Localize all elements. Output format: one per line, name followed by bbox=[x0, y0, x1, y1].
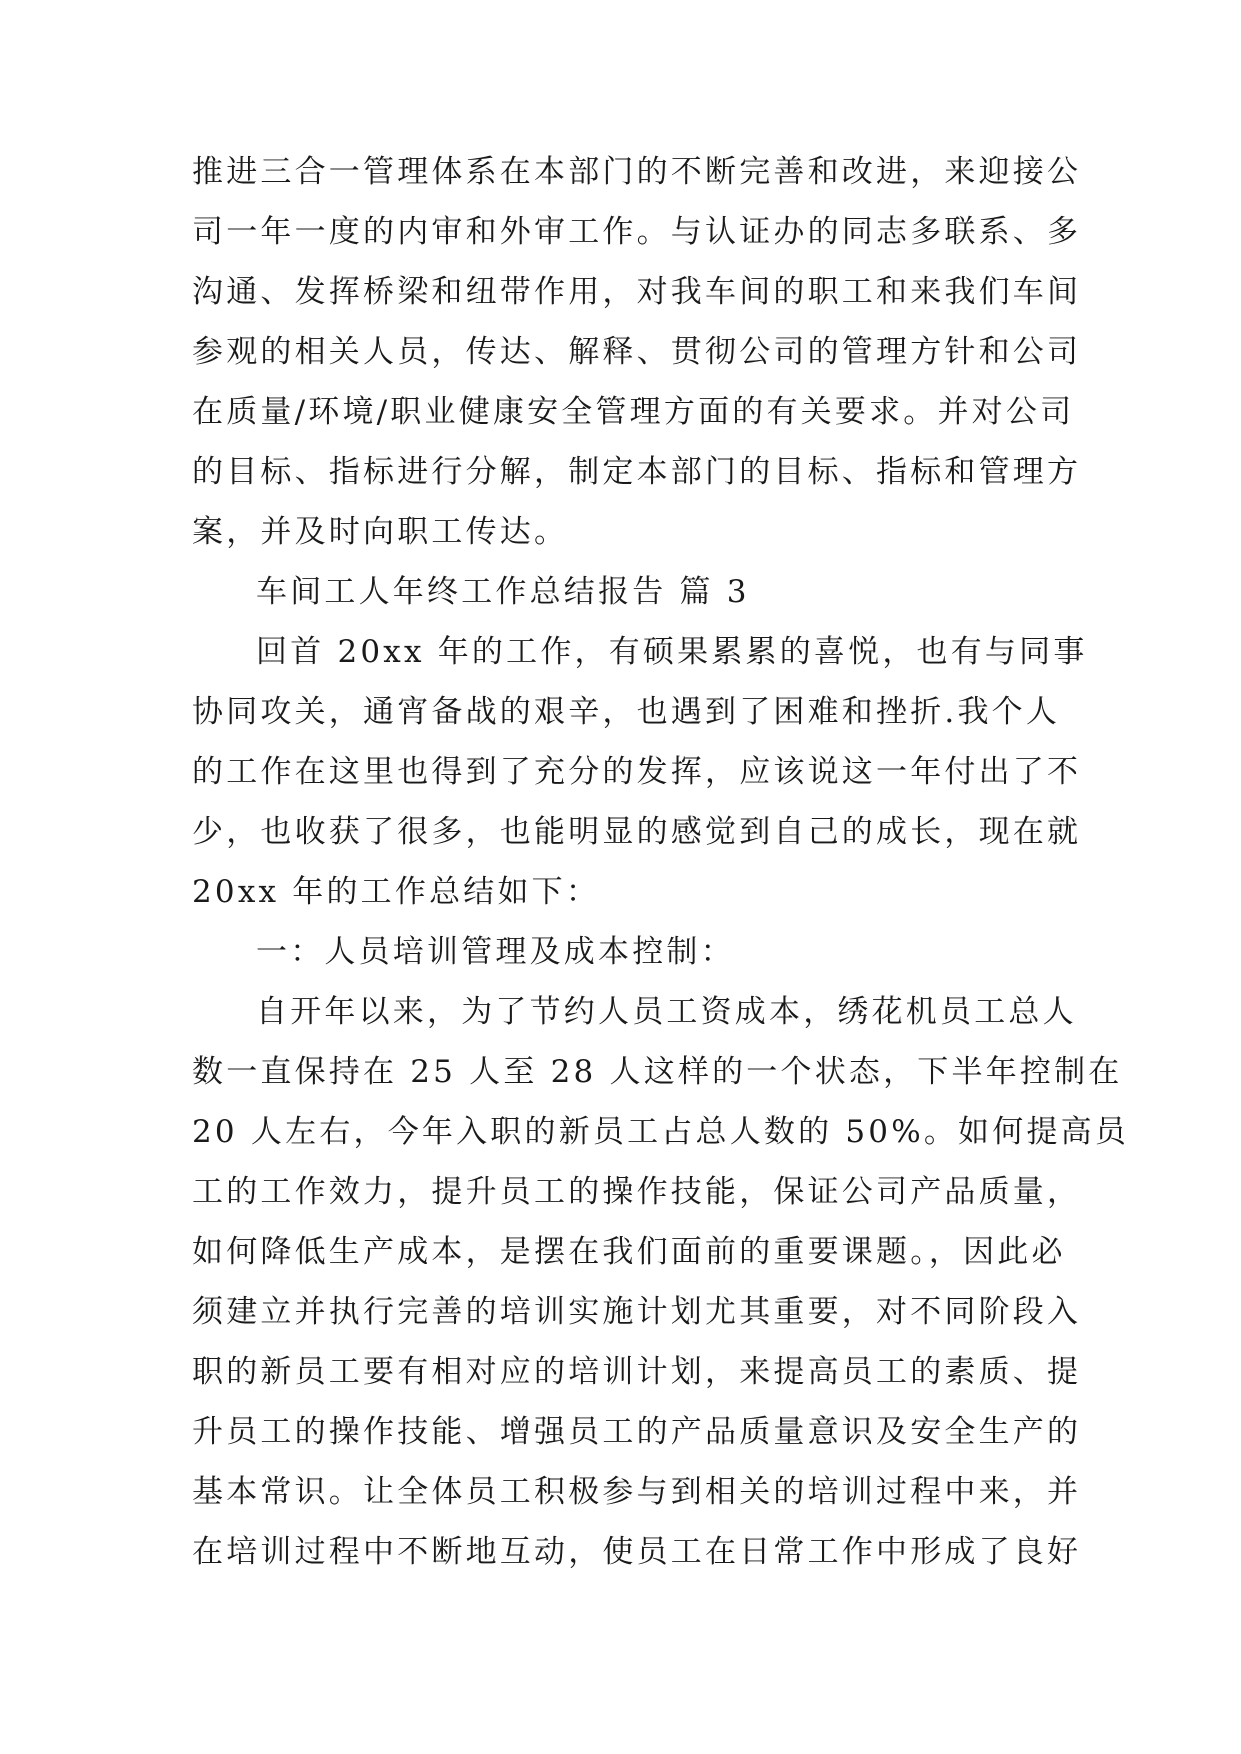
text-line: 如何降低生产成本，是摆在我们面前的重要课题。，因此必 bbox=[192, 1234, 1066, 1270]
text-line: 在培训过程中不断地互动，使员工在日常工作中形成了良好 bbox=[192, 1534, 1082, 1570]
text-line: 沟通、发挥桥梁和纽带作用，对我车间的职工和来我们车间 bbox=[192, 274, 1082, 310]
text-line: 的目标、指标进行分解，制定本部门的目标、指标和管理方 bbox=[192, 454, 1082, 490]
text-line: 20 人左右，今年入职的新员工占总人数的 50%。如何提高员 bbox=[192, 1114, 1130, 1150]
text-line: 回首 20xx 年的工作，有硕果累累的喜悦，也有与同事 bbox=[256, 634, 1088, 670]
subsection-heading: 一：人员培训管理及成本控制： bbox=[256, 934, 735, 970]
text-line: 在质量/环境/职业健康安全管理方面的有关要求。并对公司 bbox=[192, 394, 1075, 430]
section-heading: 车间工人年终工作总结报告 篇 3 bbox=[256, 574, 750, 610]
text-line: 推进三合一管理体系在本部门的不断完善和改进，来迎接公 bbox=[192, 154, 1082, 190]
text-line: 协同攻关，通宵备战的艰辛，也遇到了困难和挫折.我个人 bbox=[192, 694, 1061, 730]
text-line: 少，也收获了很多，也能明显的感觉到自己的成长，现在就 bbox=[192, 814, 1082, 850]
text-line: 的工作在这里也得到了充分的发挥，应该说这一年付出了不 bbox=[192, 754, 1082, 790]
text-line: 20xx 年的工作总结如下： bbox=[192, 874, 601, 910]
text-line: 基本常识。让全体员工积极参与到相关的培训过程中来，并 bbox=[192, 1474, 1082, 1510]
text-line: 自开年以来，为了节约人员工资成本，绣花机员工总人 bbox=[256, 994, 1077, 1030]
text-line: 案，并及时向职工传达。 bbox=[192, 514, 569, 550]
text-line: 须建立并执行完善的培训实施计划尤其重要，对不同阶段入 bbox=[192, 1294, 1082, 1330]
text-line: 数一直保持在 25 人至 28 人这样的一个状态，下半年控制在 bbox=[192, 1054, 1123, 1090]
text-line: 职的新员工要有相对应的培训计划，来提高员工的素质、提 bbox=[192, 1354, 1082, 1390]
text-line: 工的工作效力，提升员工的操作技能，保证公司产品质量， bbox=[192, 1174, 1082, 1210]
text-line: 司一年一度的内审和外审工作。与认证办的同志多联系、多 bbox=[192, 214, 1082, 250]
text-line: 升员工的操作技能、增强员工的产品质量意识及安全生产的 bbox=[192, 1414, 1082, 1450]
text-line: 参观的相关人员，传达、解释、贯彻公司的管理方针和公司 bbox=[192, 334, 1082, 370]
